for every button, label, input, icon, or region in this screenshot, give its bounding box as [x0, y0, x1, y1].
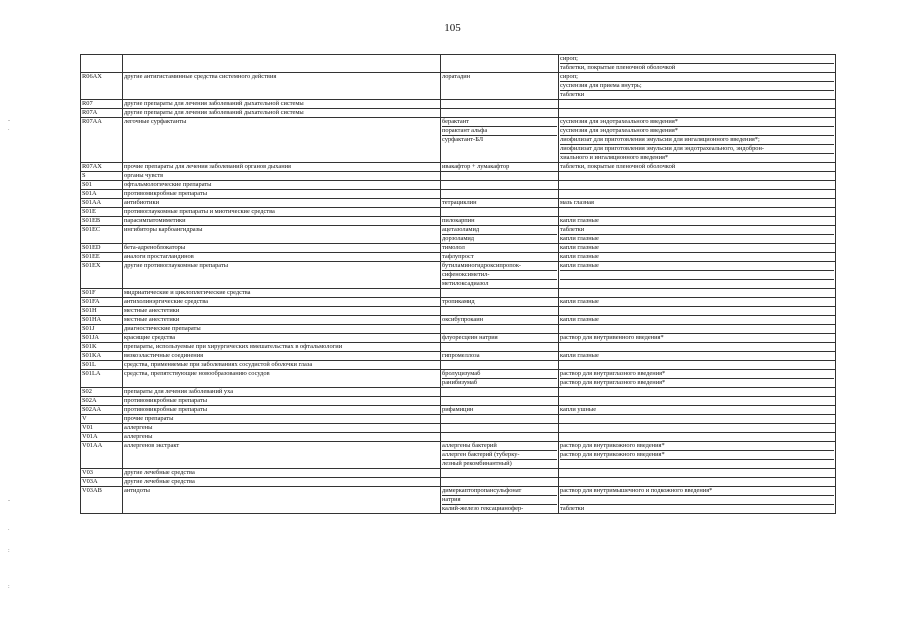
dosage-form-cell [559, 208, 836, 217]
atc-code-cell: S01F [81, 289, 123, 298]
atc-code-cell: S01J [81, 325, 123, 334]
drug-name [442, 478, 557, 486]
table-row [81, 442, 836, 469]
table-row [81, 262, 836, 289]
dosage-form [560, 109, 834, 117]
atc-code-cell: S01FA [81, 298, 123, 307]
drug-table-container [80, 54, 835, 514]
group-name-cell: другие лечебные средства [123, 478, 441, 487]
group-name-cell: противоглаукомные препараты и миотические средства [123, 208, 441, 217]
table-row [81, 352, 836, 361]
table-row [81, 118, 836, 163]
dosage-form: капли глазные [560, 244, 599, 251]
atc-code-cell: V03A [81, 478, 123, 487]
drug-name [442, 388, 557, 396]
atc-code-cell: S01KA [81, 352, 123, 361]
drug-name [442, 361, 557, 369]
dosage-form: сироп; [560, 55, 834, 64]
table-row [81, 55, 836, 73]
group-name-cell: парасимпатомиметики [123, 217, 441, 226]
margin-mark: : [8, 584, 10, 590]
dosage-form-cell [559, 424, 836, 433]
drug-cell [441, 109, 559, 118]
drug-cell [441, 253, 559, 262]
drug-name [442, 208, 557, 216]
group-name-cell: прочие препараты для лечения заболеваний органов дыхания [123, 163, 441, 172]
dosage-form-cell [559, 361, 836, 370]
margin-mark: - [8, 498, 10, 504]
dosage-form-cell [559, 487, 836, 514]
group-name-cell: средства, применяемые при заболеваниях сосудистой оболочки глаза [123, 361, 441, 370]
group-name-cell: легочные сурфактанты [123, 118, 441, 163]
dosage-form-cell [559, 415, 836, 424]
dosage-form: капли глазные [560, 298, 599, 305]
atc-code-cell: V03AB [81, 487, 123, 514]
table-row [81, 361, 836, 370]
drug-name: аллерген бактерий (туберку- [442, 451, 557, 460]
drug-name: сифеноксиметил- [442, 271, 557, 280]
drug-name: димеркаптопропансульфонат [442, 487, 557, 496]
atc-code-cell: R07A [81, 109, 123, 118]
dosage-form: капли глазные [560, 253, 599, 260]
drug-name [442, 190, 557, 198]
dosage-form [560, 361, 834, 369]
atc-code-cell: V [81, 415, 123, 424]
dosage-form-cell [559, 343, 836, 352]
group-name-cell: другие препараты для лечения заболеваний дыхательной системы [123, 109, 441, 118]
table-row [81, 181, 836, 190]
drug-name: берактант [442, 118, 557, 127]
drug-name: ивакафтор + лумакафтор [442, 163, 510, 170]
margin-mark: . [8, 126, 10, 132]
drug-cell [441, 217, 559, 226]
drug-cell [441, 118, 559, 163]
dosage-form: таблетки, покрытые пленочной оболочкой [560, 64, 676, 71]
dosage-form: сироп; [560, 73, 834, 82]
table-row [81, 469, 836, 478]
margin-mark: . [8, 526, 10, 532]
dosage-form [560, 307, 834, 315]
drug-name: калий-железо гексацианофер- [442, 505, 524, 512]
drug-name: ранибизумаб [442, 379, 478, 386]
atc-code-cell [81, 55, 123, 73]
drug-name [442, 289, 557, 297]
dosage-form: раствор для внутримышечного и подкожного введения* [560, 487, 834, 496]
drug-cell [441, 343, 559, 352]
table-body [81, 55, 836, 514]
dosage-form: лиофилизат для приготовления эмульсии для ингаляционного введения*; [560, 136, 834, 145]
dosage-form [560, 190, 834, 198]
dosage-form: капли глазные [560, 262, 834, 271]
atc-code-cell: V01 [81, 424, 123, 433]
group-name-cell [123, 55, 441, 73]
drug-name: флуоресцеин натрия [442, 334, 498, 341]
dosage-form-cell [559, 397, 836, 406]
table-row [81, 109, 836, 118]
dosage-form-cell [559, 226, 836, 244]
table-row [81, 370, 836, 388]
atc-code-cell: R07AX [81, 163, 123, 172]
drug-cell [441, 262, 559, 289]
drug-name: ацетазоламид [442, 226, 557, 235]
atc-code-cell: S01H [81, 307, 123, 316]
dosage-form: раствор для внутрикожного введения* [560, 451, 834, 460]
atc-code-cell: S02 [81, 388, 123, 397]
atc-code-cell: V01AA [81, 442, 123, 469]
dosage-form: мазь глазная [560, 199, 594, 206]
dosage-form: капли глазные [560, 352, 599, 359]
group-name-cell: противомикробные препараты [123, 190, 441, 199]
dosage-form: раствор для внутриглазного введения* [560, 370, 834, 379]
group-name-cell: офтальмологические препараты [123, 181, 441, 190]
dosage-form: лиофилизат для приготовления эмульсии для эндотрахеального, эндоброн- [560, 145, 834, 154]
atc-code-cell: R06AX [81, 73, 123, 100]
dosage-form-cell [559, 298, 836, 307]
table-row [81, 316, 836, 325]
group-name-cell: диагностические препараты [123, 325, 441, 334]
table-row [81, 217, 836, 226]
dosage-form [560, 100, 834, 108]
dosage-form [560, 181, 834, 189]
dosage-form-cell [559, 433, 836, 442]
drug-cell [441, 298, 559, 307]
dosage-form [560, 388, 834, 396]
dosage-form-cell [559, 55, 836, 73]
table-row [81, 199, 836, 208]
dosage-form-cell [559, 478, 836, 487]
table-row [81, 172, 836, 181]
dosage-form: таблетки, покрытые пленочной оболочкой [560, 163, 676, 170]
dosage-form [560, 478, 834, 486]
drug-name [442, 172, 557, 180]
dosage-form [560, 424, 834, 432]
atc-code-cell: S01EB [81, 217, 123, 226]
group-name-cell: препараты, используемые при хирургических вмешательствах в офтальмологии [123, 343, 441, 352]
table-row [81, 208, 836, 217]
drug-cell [441, 325, 559, 334]
group-name-cell: мидриатические и циклоплегические средства [123, 289, 441, 298]
drug-name: тафлупрост [442, 253, 474, 260]
group-name-cell: антибиотики [123, 199, 441, 208]
table-row [81, 289, 836, 298]
drug-name: бутиламиногидроксипропок- [442, 262, 557, 271]
group-name-cell: местные анестетики [123, 316, 441, 325]
atc-code-cell: V01A [81, 433, 123, 442]
drug-cell [441, 370, 559, 388]
dosage-form: капли глазные [560, 235, 599, 242]
table-row [81, 433, 836, 442]
drug-name [442, 109, 557, 117]
drug-cell [441, 289, 559, 298]
drug-cell [441, 163, 559, 172]
drug-name [442, 433, 557, 441]
drug-cell [441, 424, 559, 433]
drug-name [442, 397, 557, 405]
dosage-form-cell [559, 307, 836, 316]
drug-name [442, 343, 557, 351]
group-name-cell: противомикробные препараты [123, 397, 441, 406]
group-name-cell: бета-адреноблокаторы [123, 244, 441, 253]
atc-code-cell: V03 [81, 469, 123, 478]
dosage-form-cell [559, 199, 836, 208]
drug-cell [441, 352, 559, 361]
drug-cell [441, 469, 559, 478]
dosage-form-cell [559, 244, 836, 253]
table-row [81, 325, 836, 334]
dosage-form-cell [559, 217, 836, 226]
dosage-form-cell [559, 73, 836, 100]
drug-name [442, 469, 557, 477]
drug-name [442, 307, 557, 315]
drug-name: бролуцизумаб [442, 370, 557, 379]
drug-cell [441, 406, 559, 415]
dosage-form-cell [559, 289, 836, 298]
dosage-form: таблетки [560, 505, 585, 512]
drug-cell [441, 487, 559, 514]
drug-cell [441, 208, 559, 217]
drug-cell [441, 55, 559, 73]
drug-cell [441, 478, 559, 487]
dosage-form: раствор для внутриглазного введения* [560, 379, 666, 386]
table-row [81, 226, 836, 244]
drug-name: натрия [442, 496, 557, 505]
atc-code-cell: S01 [81, 181, 123, 190]
atc-code-cell: S01EC [81, 226, 123, 244]
dosage-form: капли ушные [560, 406, 597, 413]
drug-cell [441, 397, 559, 406]
dosage-form-cell [559, 109, 836, 118]
table-row [81, 334, 836, 343]
group-name-cell: другие антигистаминные средства системного действия [123, 73, 441, 100]
margin-mark: - [8, 118, 10, 124]
atc-code-cell: S02AA [81, 406, 123, 415]
group-name-cell: аллергенов экстракт [123, 442, 441, 469]
dosage-form-cell [559, 388, 836, 397]
dosage-form-cell [559, 172, 836, 181]
table-row [81, 244, 836, 253]
atc-code-cell: S [81, 172, 123, 181]
atc-code-cell: S01K [81, 343, 123, 352]
drug-cell [441, 190, 559, 199]
group-name-cell: антидоты [123, 487, 441, 514]
atc-code-cell: S02A [81, 397, 123, 406]
group-name-cell: аллергены [123, 424, 441, 433]
dosage-form-cell [559, 163, 836, 172]
dosage-form [560, 271, 834, 280]
table-row [81, 100, 836, 109]
drug-name [442, 100, 557, 108]
dosage-form-cell [559, 262, 836, 289]
table-row [81, 406, 836, 415]
drug-cell [441, 415, 559, 424]
atc-code-cell: S01A [81, 190, 123, 199]
table-row [81, 163, 836, 172]
drug-name: тетрациклин [442, 199, 477, 206]
atc-code-cell: S01E [81, 208, 123, 217]
drug-name: дорзоламид [442, 235, 475, 242]
dosage-form: капли глазные [560, 316, 599, 323]
drug-name: лоратадин [442, 73, 471, 80]
dosage-form: раствор для внутрикожного введения* [560, 442, 834, 451]
drug-name [442, 415, 557, 423]
drug-name: лезный рекомбинантный) [442, 460, 512, 467]
table-row [81, 388, 836, 397]
drug-cell [441, 100, 559, 109]
dosage-form [560, 325, 834, 333]
group-name-cell: ингибиторы карбоангидразы [123, 226, 441, 244]
group-name-cell: другие противоглаукомные препараты [123, 262, 441, 289]
atc-code-cell: S01JA [81, 334, 123, 343]
group-name-cell: органы чувств [123, 172, 441, 181]
drug-cell [441, 307, 559, 316]
atc-code-cell: S01EX [81, 262, 123, 289]
table-row [81, 298, 836, 307]
drug-name [442, 325, 557, 333]
margin-mark: : [8, 548, 10, 554]
drug-name: порактант альфа [442, 127, 557, 136]
table-row [81, 343, 836, 352]
dosage-form-cell [559, 370, 836, 388]
table-row [81, 478, 836, 487]
atc-code-cell: R07AA [81, 118, 123, 163]
dosage-form: суспензия для приема внутрь; [560, 82, 834, 91]
dosage-form [560, 433, 834, 441]
group-name-cell: антихолинэргические средства [123, 298, 441, 307]
drug-cell [441, 172, 559, 181]
group-name-cell: прочие препараты [123, 415, 441, 424]
page-number: 105 [444, 22, 461, 34]
drug-name [442, 55, 557, 63]
group-name-cell: вязкоэластичные соединения [123, 352, 441, 361]
atc-code-cell: R07 [81, 100, 123, 109]
drug-cell [441, 388, 559, 397]
group-name-cell: местные анестетики [123, 307, 441, 316]
dosage-form-cell [559, 118, 836, 163]
dosage-form [560, 289, 834, 297]
dosage-form: хиального и ингаляционного введения* [560, 154, 669, 161]
dosage-form-cell [559, 316, 836, 325]
table-row [81, 307, 836, 316]
atc-code-cell: S01ED [81, 244, 123, 253]
table-row [81, 397, 836, 406]
table-row [81, 190, 836, 199]
drug-cell [441, 226, 559, 244]
drug-name: тропикамид [442, 298, 475, 305]
dosage-form [560, 397, 834, 405]
dosage-form-cell [559, 253, 836, 262]
drug-name [442, 424, 557, 432]
atc-code-cell: S01AA [81, 199, 123, 208]
drug-cell [441, 73, 559, 100]
dosage-form: таблетки [560, 226, 834, 235]
atc-code-cell: S01L [81, 361, 123, 370]
table-row [81, 415, 836, 424]
drug-cell [441, 361, 559, 370]
drug-cell [441, 442, 559, 469]
drug-name: метилоксадиазол [442, 280, 489, 287]
table-row [81, 73, 836, 100]
atc-code-cell: S01HA [81, 316, 123, 325]
drug-name [442, 181, 557, 189]
dosage-form [560, 496, 834, 505]
dosage-form [560, 343, 834, 351]
dosage-form [560, 415, 834, 423]
group-name-cell: аллергены [123, 433, 441, 442]
dosage-form-cell [559, 442, 836, 469]
dosage-form-cell [559, 406, 836, 415]
drug-cell [441, 334, 559, 343]
dosage-form-cell [559, 352, 836, 361]
dosage-form [560, 280, 834, 288]
dosage-form [560, 469, 834, 477]
dosage-form-cell [559, 100, 836, 109]
drug-name: сурфактант-БЛ [442, 136, 484, 143]
table-row [81, 253, 836, 262]
drug-cell [441, 433, 559, 442]
dosage-form: раствор для внутривенного введения* [560, 334, 664, 341]
drug-cell [441, 199, 559, 208]
dosage-form [560, 172, 834, 180]
dosage-form-cell [559, 469, 836, 478]
drug-cell [441, 244, 559, 253]
dosage-form [560, 208, 834, 216]
group-name-cell: противомикробные препараты [123, 406, 441, 415]
group-name-cell: красящие средства [123, 334, 441, 343]
group-name-cell: другие лечебные средства [123, 469, 441, 478]
drug-name: рифамицин [442, 406, 474, 413]
atc-code-cell: S01LA [81, 370, 123, 388]
drug-classification-table [80, 54, 836, 514]
table-row [81, 424, 836, 433]
dosage-form: капли глазные [560, 217, 599, 224]
drug-name: оксибупрокаин [442, 316, 484, 323]
dosage-form-cell [559, 334, 836, 343]
drug-cell [441, 181, 559, 190]
table-row [81, 487, 836, 514]
dosage-form [560, 460, 834, 468]
dosage-form-cell [559, 181, 836, 190]
group-name-cell: препараты для лечения заболеваний уха [123, 388, 441, 397]
group-name-cell: другие препараты для лечения заболеваний дыхательной системы [123, 100, 441, 109]
dosage-form: таблетки [560, 91, 585, 98]
group-name-cell: средства, препятствующие новообразованию сосудов [123, 370, 441, 388]
dosage-form: суспензия для эндотрахеального введения* [560, 127, 834, 136]
drug-cell [441, 316, 559, 325]
dosage-form-cell [559, 325, 836, 334]
drug-name: аллергены бактерий [442, 442, 557, 451]
atc-code-cell: S01EE [81, 253, 123, 262]
group-name-cell: аналоги простагландинов [123, 253, 441, 262]
drug-name: гипромеллоза [442, 352, 480, 359]
drug-name: пилокарпин [442, 217, 475, 224]
drug-name: тимолол [442, 244, 465, 251]
dosage-form-cell [559, 190, 836, 199]
dosage-form: суспензия для эндотрахеального введения* [560, 118, 834, 127]
